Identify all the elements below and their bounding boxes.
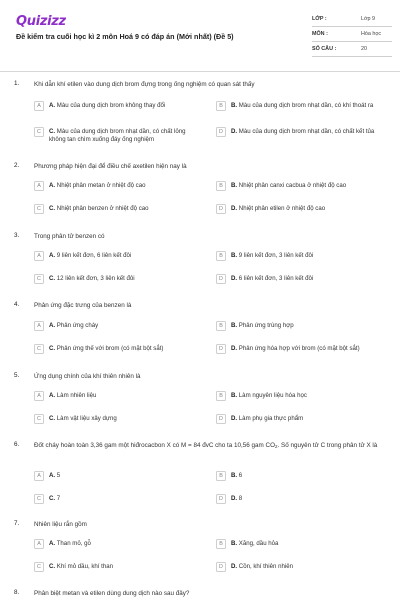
option-text: Cồn, khí thiên nhiên (238, 563, 294, 570)
option-letter-box: A (34, 321, 44, 331)
option-label: B. (231, 102, 238, 109)
question-number: 3. (14, 232, 20, 239)
quizizz-logo: Quizizz (16, 14, 66, 29)
option-label: A. (49, 182, 56, 189)
option-b[interactable] (216, 101, 382, 116)
option-label: C. (49, 563, 56, 570)
meta-subject (312, 31, 392, 41)
option-text: Làm phụ gia thực phẩm (238, 415, 304, 422)
option-text: 12 liên kết đơn, 3 liên kết đôi (56, 275, 135, 282)
option-a[interactable] (34, 251, 200, 266)
option-text: Than mỏ, gỗ (56, 540, 91, 547)
option-letter-box: D (216, 494, 226, 504)
option-text: Phản ứng trùng hợp (238, 322, 294, 329)
option-d[interactable] (216, 562, 382, 577)
option-text: 8 (238, 495, 243, 502)
question-number: 4. (14, 301, 20, 308)
option-d[interactable] (216, 494, 382, 509)
option-label: A. (49, 472, 56, 479)
option-a[interactable] (34, 471, 200, 486)
option-b[interactable] (216, 321, 382, 336)
option-letter-box: B (216, 251, 226, 261)
option-text: Phản ứng cháy (56, 322, 99, 329)
meta-value: 20 (361, 46, 367, 52)
option-label: C. (49, 495, 56, 502)
option-letter-box: B (216, 181, 226, 191)
meta-underline (312, 26, 392, 27)
option-c[interactable] (34, 204, 200, 219)
option-c[interactable] (34, 127, 200, 142)
option-b[interactable] (216, 391, 382, 406)
option-text: Làm nhiên liệu (56, 392, 97, 399)
option-letter-box: A (34, 471, 44, 481)
option-d[interactable] (216, 274, 382, 289)
question-number: 1. (14, 80, 20, 87)
question-text: Nhiên liệu rắn gồm (34, 521, 87, 528)
option-label: D. (231, 275, 238, 282)
meta-label: MÔN : (312, 31, 328, 37)
question-number: 2. (14, 162, 20, 169)
option-label: D. (231, 345, 238, 352)
option-letter-box: C (34, 344, 44, 354)
question-text: Ứng dụng chính của khí thiên nhiên là (34, 373, 141, 380)
question-text: Trong phân tử benzen có (34, 233, 105, 240)
option-label: A. (49, 322, 56, 329)
option-c[interactable] (34, 494, 200, 509)
option-d[interactable] (216, 414, 382, 429)
option-d[interactable] (216, 204, 382, 219)
option-label: B. (231, 472, 238, 479)
option-text: Nhiệt phân benzen ở nhiệt độ cao (56, 205, 149, 212)
option-label: D. (231, 415, 238, 422)
option-a[interactable] (34, 181, 200, 196)
option-label: C. (49, 275, 56, 282)
option-label: D. (231, 495, 238, 502)
option-letter-box: B (216, 471, 226, 481)
meta-class (312, 16, 392, 26)
question-text: Phương pháp hiện đại để điều chế axetilen hiện nay là (34, 163, 187, 170)
option-label: C. (49, 345, 56, 352)
question-number: 8. (14, 589, 20, 596)
question-text: Đốt cháy hoàn toàn 3,36 gam một hiđrocacbon X có M = 84 đvC cho ta 10,56 gam $CO_2$. Số nguyên tử C trong phân tử X là (34, 442, 378, 449)
meta-label: LỚP : (312, 16, 327, 22)
option-label: C. (49, 205, 56, 212)
question-text: Phân biệt metan và etilen dùng dung dịch nào sau đây? (34, 590, 190, 597)
option-label: A. (49, 540, 56, 547)
option-a[interactable] (34, 539, 200, 554)
option-letter-box: A (34, 539, 44, 549)
meta-question-count (312, 46, 392, 56)
option-letter-box: D (216, 204, 226, 214)
page-header (0, 0, 400, 70)
option-label: D. (231, 128, 238, 135)
option-letter-box: C (34, 414, 44, 424)
option-b[interactable] (216, 251, 382, 266)
option-letter-box: A (34, 251, 44, 261)
option-label: B. (231, 392, 238, 399)
option-label: B. (231, 182, 238, 189)
option-letter-box: D (216, 344, 226, 354)
question-number: 5. (14, 372, 20, 379)
option-label: A. (49, 252, 56, 259)
option-label: C. (49, 415, 56, 422)
option-d[interactable] (216, 344, 382, 359)
option-letter-box: D (216, 127, 226, 137)
option-letter-box: C (34, 127, 44, 137)
option-label: A. (49, 392, 56, 399)
option-text: Phản ứng hóa hợp với brom (có mặt bột sắt) (238, 345, 360, 352)
option-label: B. (231, 540, 238, 547)
option-text: 6 liên kết đơn, 3 liên kết đôi (238, 275, 314, 282)
question-number: 6. (14, 441, 20, 448)
option-text: 9 liên kết đơn, 6 liên kết đôi (56, 252, 132, 259)
option-letter-box: D (216, 562, 226, 572)
question-number: 7. (14, 520, 20, 527)
question-text: Phản ứng đặc trưng của benzen là (34, 302, 132, 309)
option-letter-box: B (216, 539, 226, 549)
meta-value: Lớp 9 (361, 16, 376, 22)
option-a[interactable] (34, 391, 200, 406)
option-c[interactable] (34, 344, 200, 359)
option-b[interactable] (216, 539, 382, 554)
meta-underline (312, 56, 392, 57)
option-letter-box: C (34, 204, 44, 214)
option-text: Làm vật liệu xây dựng (56, 415, 117, 422)
option-text: Màu của dung dịch brom nhạt dần, có chất kết tủa (238, 128, 375, 135)
option-text: Làm nguyên liệu hóa học (238, 392, 307, 399)
meta-label: SỐ CÂU : (312, 46, 337, 52)
option-d[interactable] (216, 127, 382, 142)
option-letter-box: D (216, 414, 226, 424)
option-letter-box: A (34, 181, 44, 191)
option-label: C. (49, 128, 56, 135)
option-letter-box: C (34, 562, 44, 572)
option-c[interactable] (34, 274, 200, 289)
option-b[interactable] (216, 181, 382, 196)
option-a[interactable] (34, 101, 200, 116)
option-label: A. (49, 102, 56, 109)
option-text: Xăng, dầu hỏa (238, 540, 279, 547)
option-c[interactable] (34, 562, 200, 577)
option-label: D. (231, 205, 238, 212)
option-text: Nhiệt phân metan ở nhiệt độ cao (56, 182, 146, 189)
question-text: Khi dẫn khí etilen vào dung dịch brom đựng trong ống nghiệm có quan sát thấy (34, 81, 255, 88)
option-letter-box: B (216, 101, 226, 111)
option-b[interactable] (216, 471, 382, 486)
option-text: 5 (56, 472, 61, 479)
option-text: Khí mỏ dầu, khí than (56, 563, 114, 570)
option-text: 9 liên kết đơn, 3 liên kết đôi (238, 252, 314, 259)
header-divider (0, 71, 400, 72)
page-title: Đề kiểm tra cuối học kì 2 môn Hoá 9 có đáp án (Mới nhất) (Đề 5) (16, 32, 234, 41)
option-letter-box: D (216, 274, 226, 284)
option-c[interactable] (34, 414, 200, 429)
option-text: Màu của dung dịch brom nhạt dần, có chất lỏng không tan chìm xuống đáy ống nghiệm (49, 128, 186, 144)
option-letter-box: C (34, 274, 44, 284)
option-letter-box: A (34, 391, 44, 401)
option-letter-box: A (34, 101, 44, 111)
option-text: Màu của dung dịch brom không thay đổi (56, 102, 166, 109)
option-label: B. (231, 322, 238, 329)
option-text: 7 (56, 495, 61, 502)
meta-underline (312, 41, 392, 42)
option-label: D. (231, 563, 238, 570)
meta-value: Hóa học (361, 31, 382, 37)
option-text: 6 (238, 472, 243, 479)
option-a[interactable] (34, 321, 200, 336)
option-text: Nhiệt phân etilen ở nhiệt độ cao (238, 205, 326, 212)
option-letter-box: B (216, 321, 226, 331)
option-letter-box: B (216, 391, 226, 401)
option-text: Nhiệt phân canxi cacbua ở nhiệt độ cao (238, 182, 347, 189)
option-text: Màu của dung dịch brom nhạt dần, có khí thoát ra (238, 102, 374, 109)
option-text: Phản ứng thế với brom (có mặt bột sắt) (56, 345, 164, 352)
option-letter-box: C (34, 494, 44, 504)
option-label: B. (231, 252, 238, 259)
